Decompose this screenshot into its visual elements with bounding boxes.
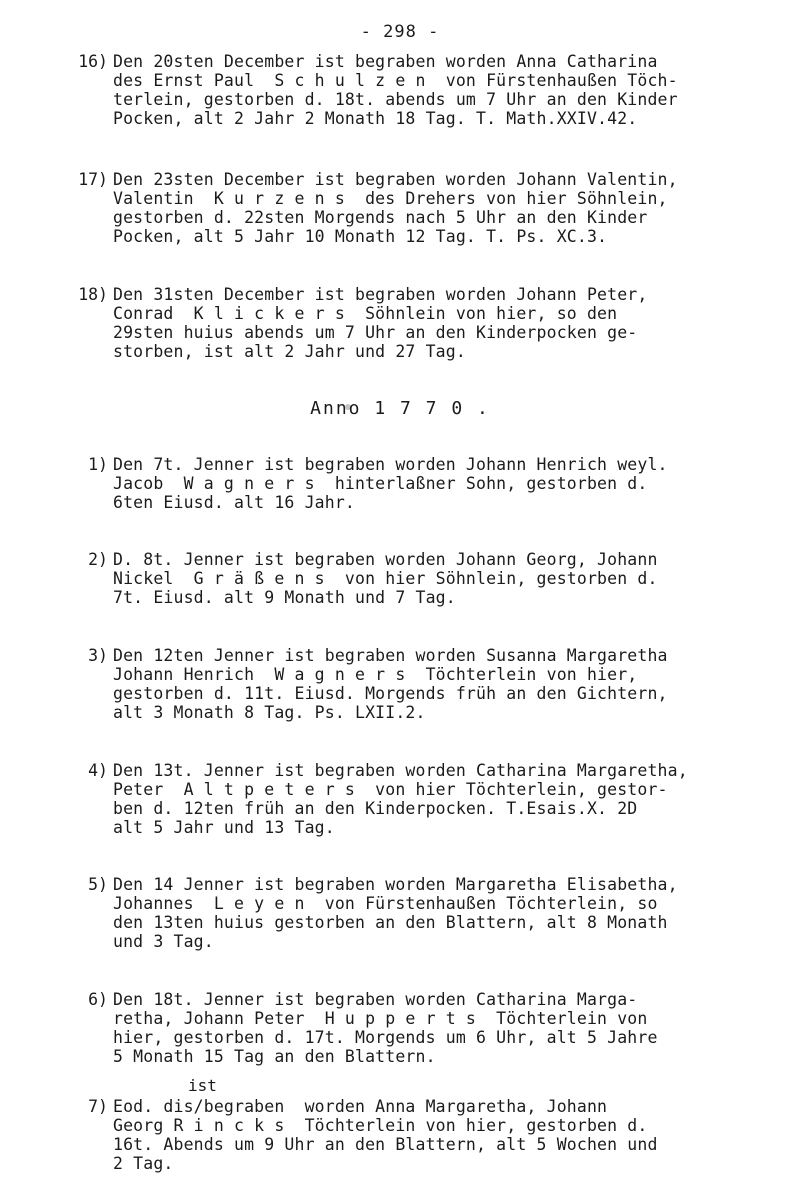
entry-line: 16t. Abends um 9 Uhr an den Blattern, alt 5 Wochen und [113, 1135, 658, 1154]
entry-line: Pocken, alt 2 Jahr 2 Monath 18 Tag. T. Math.XXIV.42. [113, 109, 638, 128]
entry-number: 7) [88, 1097, 108, 1116]
entry-line: Nickel G r ä ß e n s von hier Söhnlein, gestorben d. [113, 569, 658, 588]
entry-number: 2) [88, 550, 108, 569]
entry-line: 29sten huius abends um 7 Uhr an den Kinderpocken ge- [113, 323, 638, 342]
entry-line: Eod. dis/begraben worden Anna Margaretha, Johann [113, 1097, 608, 1116]
entry-line: D. 8t. Jenner ist begraben worden Johann Georg, Johann [113, 550, 658, 569]
entry-line: Valentin K u r z e n s des Drehers von hier Söhnlein, [113, 189, 668, 208]
entry-line: Johannes L e y e n von Fürstenhaußen Töchterlein, so [113, 894, 658, 913]
entry-line: 7t. Eiusd. alt 9 Monath und 7 Tag. [113, 588, 456, 607]
entry-line: gestorben d. 11t. Eiusd. Morgends früh an den Gichtern, [113, 684, 668, 703]
entry-line: alt 3 Monath 8 Tag. Ps. LXII.2. [113, 703, 426, 722]
entry-line: gestorben d. 22sten Morgends nach 5 Uhr an den Kinder [113, 208, 648, 227]
entry-number: 6) [88, 990, 108, 1009]
entry-text [113, 1097, 793, 1173]
entry-number: 1) [88, 455, 108, 474]
entry-line: Conrad K l i c k e r s Söhnlein von hier, so den [113, 304, 618, 323]
entry-text [113, 761, 793, 837]
entry-line: 2 Tag. [113, 1154, 174, 1173]
entry-line: retha, Johann Peter H u p p e r t s Töchterlein von [113, 1009, 648, 1028]
entry-number: 4) [88, 761, 108, 780]
entry-line: Den 20sten December ist begraben worden Anna Catharina [113, 52, 658, 71]
entry-line: Den 14 Jenner ist begraben worden Margaretha Elisabetha, [113, 875, 678, 894]
entry-number: 18) [78, 285, 108, 304]
interlinear-insertion: ist [188, 1076, 217, 1095]
entry-text [113, 455, 793, 512]
entry-text [113, 875, 793, 951]
entry-text [113, 52, 793, 128]
entry-line: Johann Henrich W a g n e r s Töchterlein von hier, [113, 665, 638, 684]
entry-text [113, 646, 793, 722]
entry-number: 17) [78, 170, 108, 189]
entry-line: alt 5 Jahr und 13 Tag. [113, 818, 335, 837]
entry-line: Den 23sten December ist begraben worden Johann Valentin, [113, 170, 678, 189]
page-number: - 298 - [360, 22, 440, 42]
entry-line: 6ten Eiusd. alt 16 Jahr. [113, 493, 356, 512]
entry-line: storben, ist alt 2 Jahr und 27 Tag. [113, 342, 466, 361]
entry-line: Den 13t. Jenner ist begraben worden Catharina Margaretha, [113, 761, 688, 780]
entry-line: Peter A l t p e t e r s von hier Töchterlein, gestor- [113, 780, 668, 799]
entry-line: den 13ten huius gestorben an den Blattern, alt 8 Monath [113, 913, 668, 932]
entry-text [113, 550, 793, 607]
entry-line: 5 Monath 15 Tag an den Blattern. [113, 1047, 436, 1066]
entry-line: Georg R i n c k s Töchterlein von hier, gestorben d. [113, 1116, 648, 1135]
entry-line: Pocken, alt 5 Jahr 10 Monath 12 Tag. T. Ps. XC.3. [113, 227, 608, 246]
entry-line: des Ernst Paul S c h u l z e n von Fürstenhaußen Töch- [113, 71, 678, 90]
entry-line: Den 12ten Jenner ist begraben worden Susanna Margaretha [113, 646, 668, 665]
entry-text [113, 170, 793, 246]
entry-line: Den 18t. Jenner ist begraben worden Catharina Marga- [113, 990, 638, 1009]
entry-line: hier, gestorben d. 17t. Morgends um 6 Uhr, alt 5 Jahre [113, 1028, 658, 1047]
entry-line: Den 7t. Jenner ist begraben worden Johann Henrich weyl. [113, 455, 668, 474]
entry-line: terlein, gestorben d. 18t. abends um 7 Uhr an den Kinder [113, 90, 678, 109]
entry-line: Jacob W a g n e r s hinterlaßner Sohn, gestorben d. [113, 474, 648, 493]
section-heading-year: Anno 1 7 7 0 . [310, 398, 490, 419]
entry-text [113, 285, 793, 361]
entry-number: 3) [88, 646, 108, 665]
entry-line: Den 31sten December ist begraben worden Johann Peter, [113, 285, 648, 304]
entry-number: 16) [78, 52, 108, 71]
entry-line: und 3 Tag. [113, 932, 214, 951]
entry-number: 5) [88, 875, 108, 894]
entry-text [113, 990, 793, 1066]
entry-line: ben d. 12ten früh an den Kinderpocken. T.Esais.X. 2D [113, 799, 638, 818]
